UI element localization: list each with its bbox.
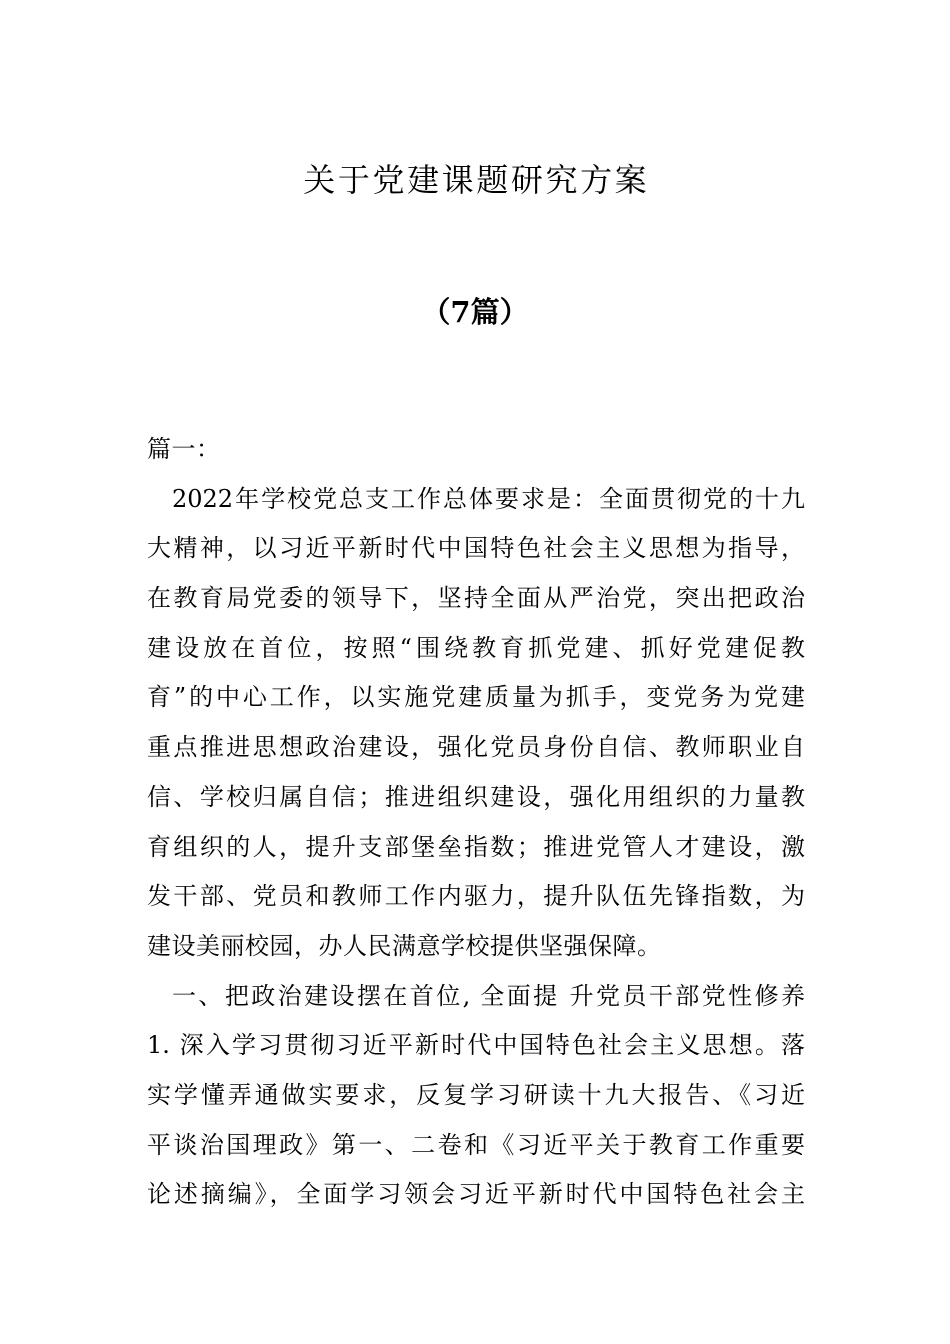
paragraph-line: 建设美丽校园，办人民满意学校提供坚强保障。 (147, 931, 662, 960)
paragraph-line: 在教育局党委的领导下，坚持全面从严治党，突出把政治 (147, 584, 805, 613)
paragraph-line: 育组织的人，提升支部堡垒指数；推进党管人才建设，激 (147, 832, 805, 861)
paragraph-line: 建设放在首位，按照“围绕教育抓党建、抓好党建促教 (147, 633, 805, 662)
paragraph-line: 发干部、党员和教师工作内驱力，提升队伍先锋指数，为 (147, 882, 805, 911)
section-heading: 一、把政治建设摆在首位, 全面提 升党员干部党性修养 (172, 981, 805, 1010)
paragraph-line: 重点推进思想政治建设，强化党员身份自信、教师职业自 (147, 733, 805, 762)
document-subtitle: （7篇） (421, 295, 529, 329)
paragraph-line: 实学懂弄通做实要求，反复学习研读十九大报告、《习近 (147, 1080, 805, 1109)
paragraph-line: 育”的中心工作，以实施党建质量为抓手，变党务为党建 (147, 683, 805, 712)
paragraph-line: 1. 深入学习贯彻习近平新时代中国特色社会主义思想。落 (147, 1031, 805, 1060)
document-title: 关于党建课题研究方案 (303, 161, 650, 199)
document-body (147, 425, 805, 1220)
paragraph-line: 大精神，以习近平新时代中国特色社会主义思想为指导， (147, 534, 805, 563)
paragraph-line: 平谈治国理政》第一、二卷和《习近平关于教育工作重要 (147, 1130, 805, 1159)
paragraph-line: 信、学校归属自信；推进组织建设，强化用组织的力量教 (147, 782, 805, 811)
paragraph-line: 论述摘编》，全面学习领会习近平新时代中国特色社会主 (147, 1180, 805, 1209)
paragraph-line: 2022年学校党总支工作总体要求是：全面贯彻党的十九 (172, 484, 805, 513)
part-label: 篇一： (147, 435, 221, 463)
